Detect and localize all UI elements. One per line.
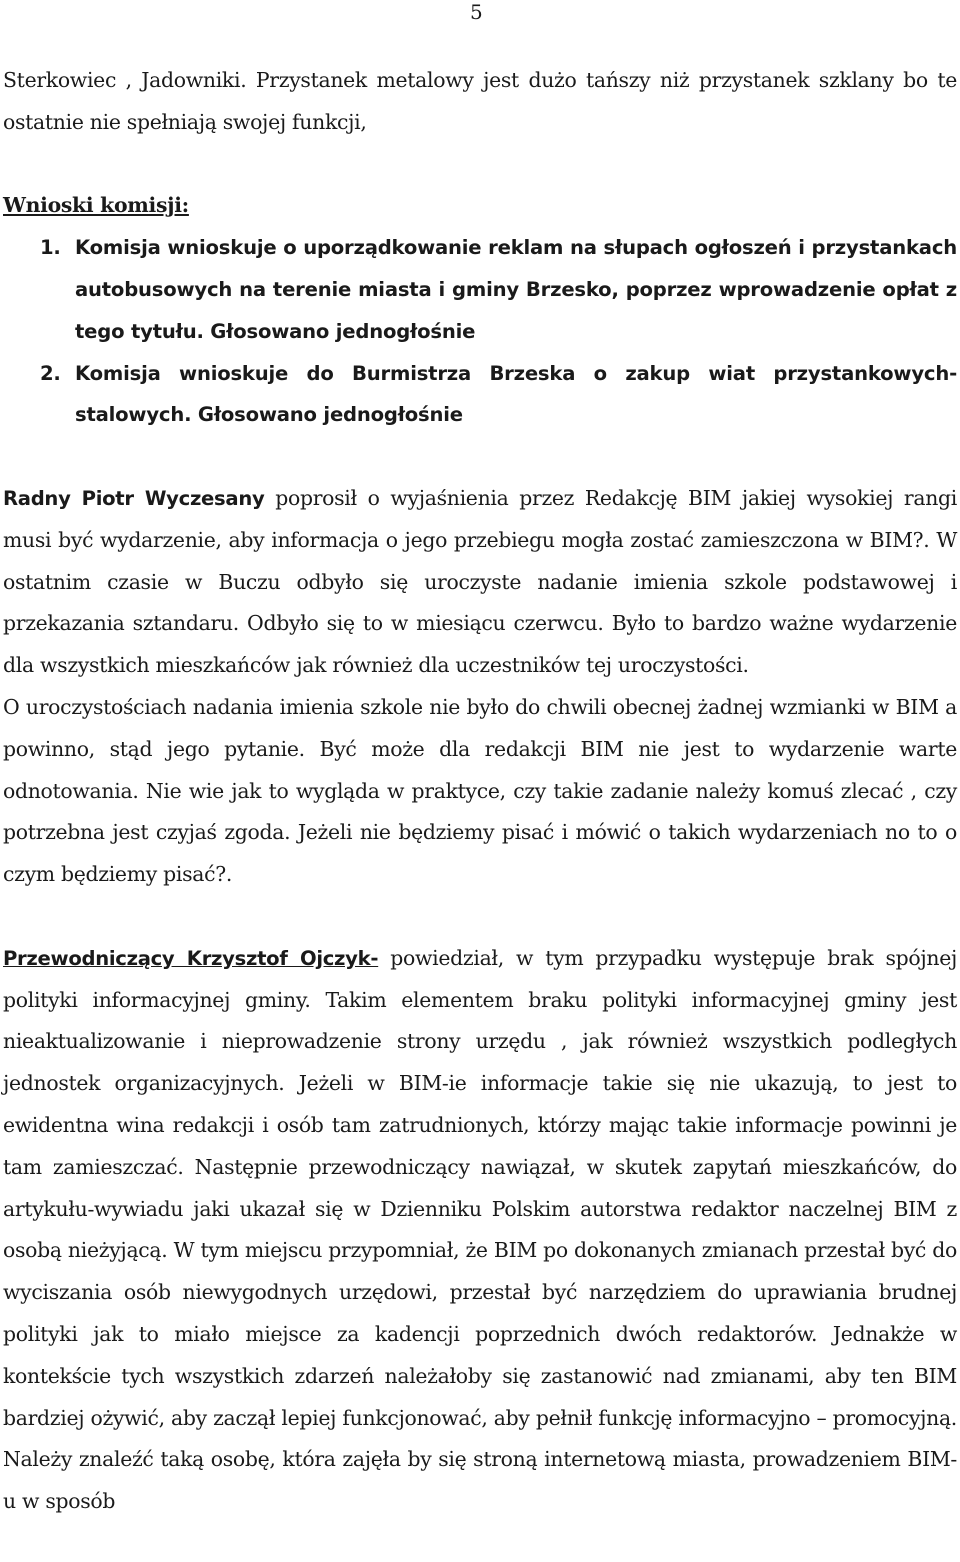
conclusion-text: Komisja wnioskuje o uporządkowanie reklam na słupach ogłoszeń i przystankach autobusowych na terenie miasta i gminy Brzesko, poprzez wprowadzenie opłat z tego tytułu. Głosowano jednogłośnie: [75, 236, 957, 343]
conclusion-number: 1.: [40, 236, 61, 260]
conclusion-text: Komisja wnioskuje do Burmistrza Brzeska o zakup wiat przystankowych- stalowych. Głosowano jednogłośnie: [75, 361, 957, 427]
spacer: [3, 144, 957, 186]
intro-paragraph: Sterkowiec , Jadowniki. Przystanek metalowy jest dużo tańszy niż przystanek szklany bo te ostatnie nie spełniają swojej funkcji,: [3, 68, 957, 134]
speaker-name: Przewodniczący Krzysztof Ojczyk-: [3, 946, 379, 970]
conclusions-list: [3, 227, 957, 436]
speaker-name: Radny Piotr Wyczesany: [3, 486, 265, 510]
conclusion-number: 2.: [40, 361, 61, 385]
wyczesany-paragraph-2: O uroczystościach nadania imienia szkole nie było do chwili obecnej żadnej wzmianki w BIM a powinno, stąd jego pytanie. Być może dla redakcji BIM nie jest to wydarzenie warte odnotowania. Nie wie jak to wygląda w praktyce, czy takie zadanie należy komuś zlecać , czy potrzebna jest czyjaś zgoda. Jeżeli nie będziemy pisać i mówić o takich wydarzeniach no to o czym będziemy pisać?.: [3, 694, 957, 887]
spacer: [3, 436, 957, 478]
speaker-statement: poprosił o wyjaśnienia przez Redakcję BIM jakiej wysokiej rangi musi być wydarzenie, aby informacja o jego przebiegu mogła zostać zamieszczona w BIM?. W ostatnim czasie w Buczu odbyło się uroczyste nadanie imienia szkole podstawowej i przekazania sztandaru. Odbyło się to w miesiącu czerwcu. Było to bardzo ważne wydarzenie dla wszystkich mieszkańców jak również dla uczestników tej uroczystości.: [3, 485, 958, 678]
speaker-statement: powiedział, w tym przypadku występuje brak spójnej polityki informacyjnej gminy. Takim elementem braku polityki informacyjnej gminy jest nieaktualizowanie i nieprowadzenie strony urzędu , jak również wszystkich podległych jednostek organizacyjnych. Jeżeli w BIM-ie informacje takie się nie ukazują, to jest to ewidentna wina redakcji i osób tam zatrudnionych, którzy mając takie informacje powinni je tam zamieszczać. Następnie przewodniczący nawiązał, w skutek zapytań mieszkańców, do artykułu-wywiadu jaki ukazał się w Dzienniku Polskim autorstwa redaktor naczelnej BIM z osobą nieżyjącą. W tym miejscu przypomniał, że BIM po dokonanych zmianach przestał być do wyciszania osób niewygodnych urzędowi, przestał być narzędziem do uprawiania brudnej polityki jak to miało miejsce za kadencji poprzednich dwóch redaktorów. Jednakże w kontekście tych wszystkich zdarzeń należałoby się zastanowić nad zmianami, aby ten BIM bardziej ożywić, aby zaczął lepiej funkcjonować, aby pełnił funkcję informacyjno – promocyjną. Należy znaleźć taką osobę, która zajęła by się stroną internetową miasta, prowadzeniem BIM-u w sposób: [3, 945, 957, 1514]
document-body: [3, 60, 957, 1523]
conclusion-item: [3, 353, 957, 437]
page-number: 5: [470, 0, 483, 24]
conclusion-item: [3, 227, 957, 352]
wyczesany-paragraph: [3, 478, 957, 687]
ojczyk-paragraph: [3, 938, 957, 1523]
spacer: [3, 896, 957, 938]
conclusions-heading: Wnioski komisji:: [3, 193, 189, 218]
